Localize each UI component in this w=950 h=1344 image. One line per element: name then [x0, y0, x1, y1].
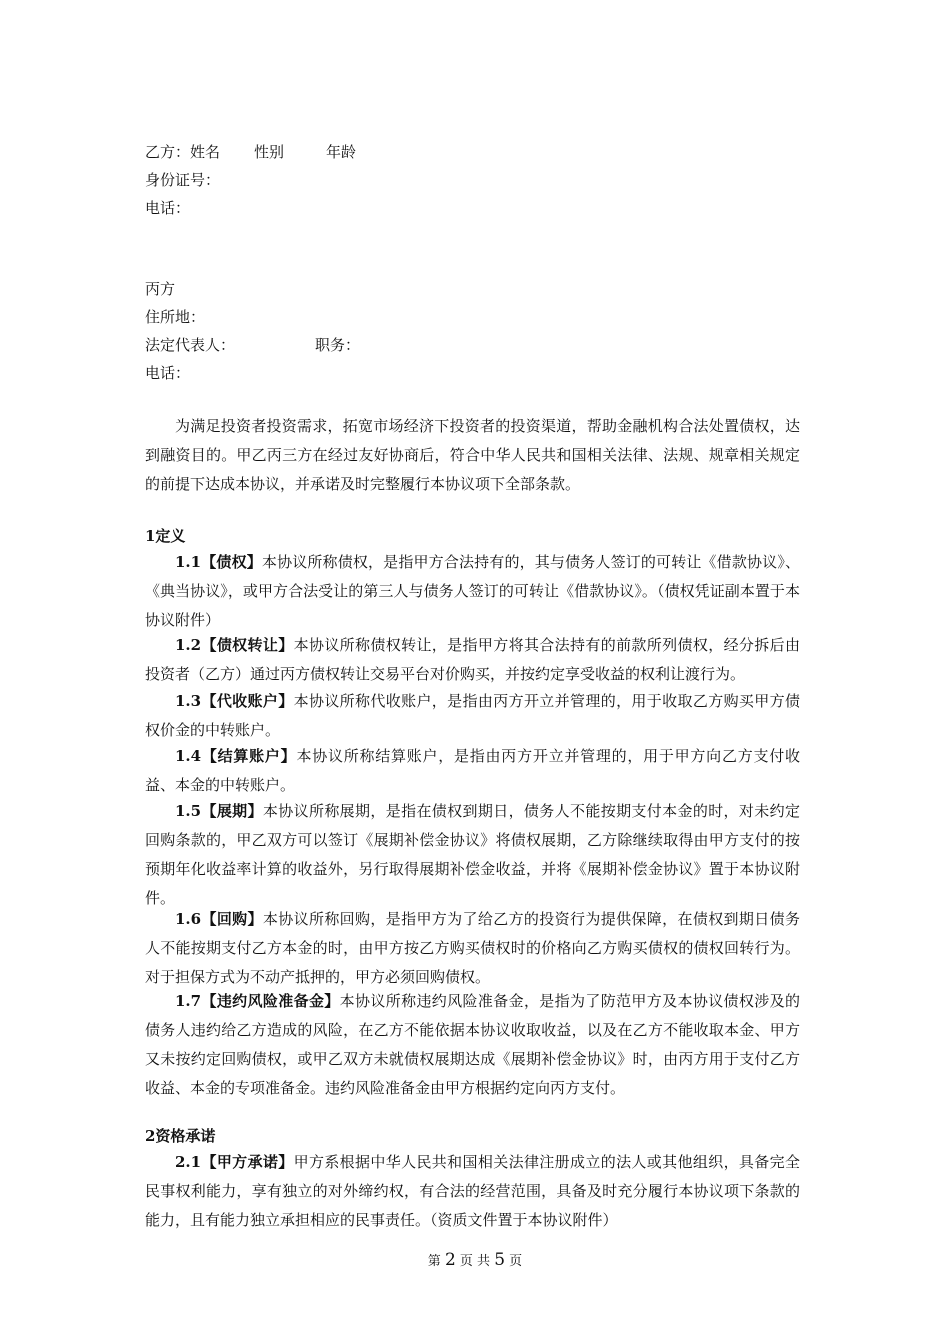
party-c-rep-line [145, 335, 360, 355]
clause-1-1 [145, 548, 800, 635]
clause-1-3 [145, 687, 800, 745]
clause-number: 1.5 [175, 802, 202, 820]
clause-term: 【甲方承诺】 [201, 1153, 294, 1171]
party-b-name-line [145, 142, 356, 162]
party-c-address-label: 住所地： [145, 308, 206, 326]
footer-mid: 页 共 [459, 1254, 491, 1269]
current-page-number: 2 [444, 1250, 456, 1270]
clause-1-6 [145, 905, 800, 992]
clause-number: 1.1 [175, 553, 202, 571]
party-b-gender-label: 性别 [254, 143, 285, 161]
footer-suffix: 页 [509, 1254, 523, 1269]
clause-number: 1.7 [175, 992, 202, 1010]
clause-text: 本协议所称债权，是指甲方合法持有的，其与债务人签订的可转让《借款协议》、《典当协议》，或甲方合法受让的第三人与债务人签订的可转让《借款协议》。（债权凭证副本置于本协议附件） [145, 553, 800, 629]
section-2-heading: 2资格承诺 [145, 1127, 216, 1145]
clause-number: 1.3 [175, 692, 202, 710]
clause-1-4 [145, 742, 800, 800]
clause-text: 本协议所称违约风险准备金，是指为了防范甲方及本协议债权涉及的债务人违约给乙方造成的风险，在乙方不能依据本协议收取收益，以及在乙方不能收取本金、甲方又未按约定回购债权，或甲乙双方未就债权展期达成《展期补偿金协议》时，由丙方用于支付乙方收益、本金的专项准备金。违约风险准备金由甲方根据约定向丙方支付。 [145, 992, 800, 1097]
intro-paragraph: 为满足投资者投资需求，拓宽市场经济下投资者的投资渠道，帮助金融机构合法处置债权，达到融资目的。甲乙丙三方在经过友好协商后，符合中华人民共和国相关法律、法规、规章相关规定的前提下达成本协议，并承诺及时完整履行本协议项下全部条款。 [145, 417, 800, 493]
clause-number: 2.1 [175, 1153, 202, 1171]
clause-1-2 [145, 631, 800, 689]
clause-text: 甲方系根据中华人民共和国相关法律注册成立的法人或其他组织，具备完全民事权利能力，享有独立的对外缔约权，有合法的经营范围，具备及时充分履行本协议项下条款的能力，且有能力独立承担相应的民事责任。（资质文件置于本协议附件） [145, 1153, 800, 1229]
party-b-name-label: 乙方：姓名 [145, 143, 221, 161]
clause-term: 【结算账户】 [201, 747, 297, 765]
party-b-id-label: 身份证号： [145, 171, 221, 189]
clause-text: 本协议所称回购，是指甲方为了给乙方的投资行为提供保障，在债权到期日债务人不能按期支付乙方本金的时，由甲方按乙方购买债权时的价格向乙方购买债权的债权回转行为。对于担保方式为不动产抵押的，甲方必须回购债权。 [145, 910, 800, 986]
party-c-phone-label: 电话： [145, 364, 191, 382]
footer-prefix: 第 [427, 1254, 441, 1269]
party-c-position-label: 职务： [315, 336, 361, 354]
clause-number: 1.6 [175, 910, 202, 928]
clause-term: 【回购】 [201, 910, 263, 928]
clause-term: 【债权】 [201, 553, 262, 571]
clause-text: 本协议所称展期，是指在债权到期日，债务人不能按期支付本金的时，对未约定回购条款的，甲乙双方可以签订《展期补偿金协议》将债权展期，乙方除继续取得由甲方支付的按预期年化收益率计算的收益外，另行取得展期补偿金收益，并将《展期补偿金协议》置于本协议附件。 [145, 802, 800, 907]
clause-term: 【展期】 [201, 802, 263, 820]
clause-text: 本协议所称结算账户，是指由丙方开立并管理的，用于甲方向乙方支付收益、本金的中转账户。 [145, 747, 800, 794]
clause-text: 本协议所称债权转让，是指甲方将其合法持有的前款所列债权，经分拆后由投资者（乙方）通过丙方债权转让交易平台对价购买，并按约定享受收益的权利让渡行为。 [145, 636, 800, 683]
clause-text: 本协议所称代收账户，是指由丙方开立并管理的，用于收取乙方购买甲方债权价金的中转账户。 [145, 692, 800, 739]
party-c-rep-label: 法定代表人： [145, 336, 236, 354]
section-1-heading: 1定义 [145, 527, 186, 545]
clause-1-7 [145, 987, 800, 1103]
clause-1-5 [145, 797, 800, 913]
party-b-age-label: 年龄 [326, 143, 357, 161]
clause-term: 【代收账户】 [201, 692, 294, 710]
total-page-number: 5 [494, 1250, 506, 1270]
clause-2-1 [145, 1148, 800, 1235]
clause-number: 1.4 [175, 747, 202, 765]
party-c-title: 丙方 [145, 280, 176, 298]
party-b-phone-label: 电话： [145, 199, 191, 217]
page-footer [0, 1250, 950, 1272]
clause-term: 【违约风险准备金】 [201, 992, 340, 1010]
clause-term: 【债权转让】 [201, 636, 294, 654]
clause-number: 1.2 [175, 636, 202, 654]
